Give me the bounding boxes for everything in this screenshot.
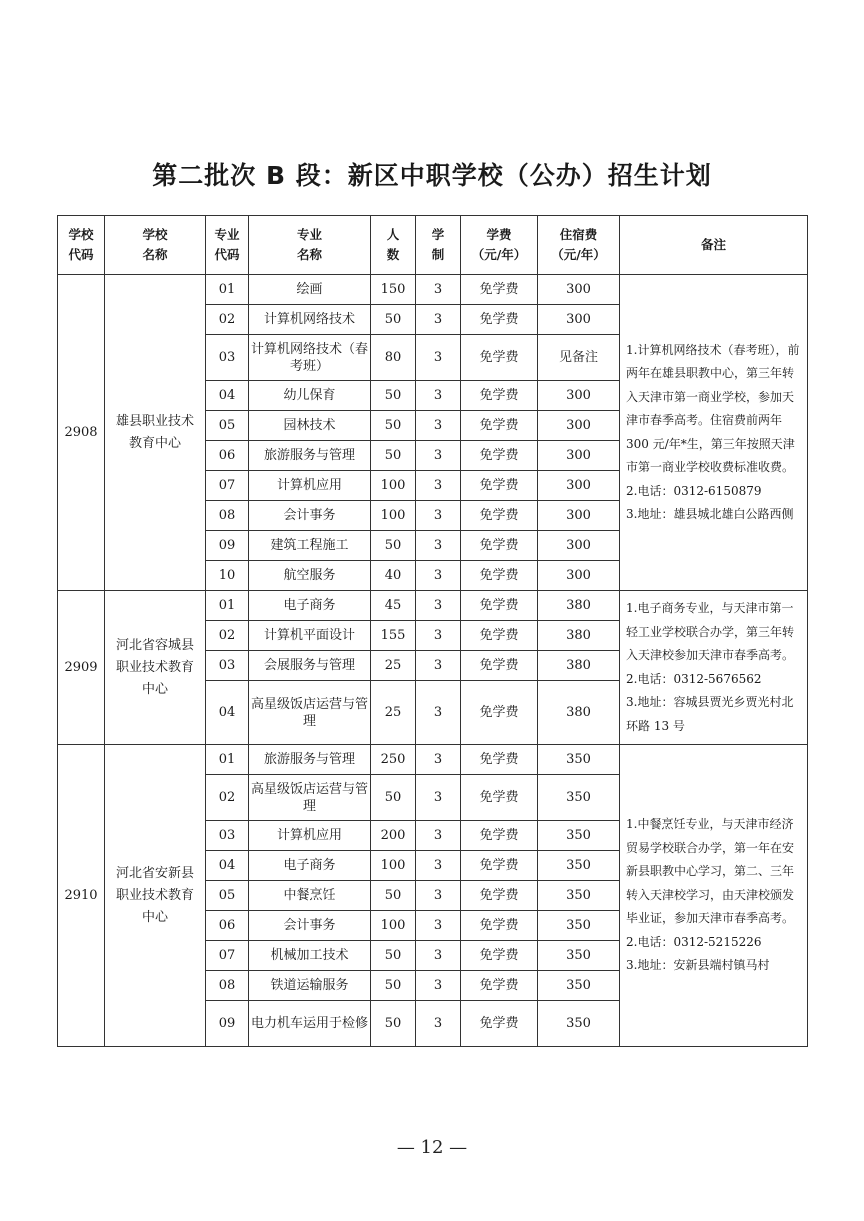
major-code: 05: [206, 411, 249, 441]
duration-years: 3: [416, 381, 461, 411]
tuition-fee: 免学费: [461, 851, 538, 881]
major-code: 07: [206, 471, 249, 501]
major-code: 09: [206, 1001, 249, 1047]
header-duration: 学 制: [416, 216, 461, 275]
header-school-code: 学校 代码: [58, 216, 105, 275]
school-name: 河北省容城县职业技术教育中心: [105, 591, 206, 745]
major-code: 01: [206, 275, 249, 305]
enrollment-count: 25: [371, 651, 416, 681]
tuition-fee: 免学费: [461, 745, 538, 775]
major-code: 02: [206, 775, 249, 821]
major-name: 会计事务: [249, 911, 371, 941]
duration-years: 3: [416, 501, 461, 531]
enrollment-count: 80: [371, 335, 416, 381]
enrollment-count: 100: [371, 911, 416, 941]
duration-years: 3: [416, 775, 461, 821]
dorm-fee: 350: [538, 745, 620, 775]
dorm-fee: 300: [538, 561, 620, 591]
major-code: 05: [206, 881, 249, 911]
duration-years: 3: [416, 851, 461, 881]
tuition-fee: 免学费: [461, 531, 538, 561]
table-row: [58, 275, 808, 305]
enrollment-count: 25: [371, 681, 416, 745]
dorm-fee: 350: [538, 775, 620, 821]
major-name: 绘画: [249, 275, 371, 305]
duration-years: 3: [416, 531, 461, 561]
enrollment-count: 50: [371, 441, 416, 471]
dorm-fee: 350: [538, 911, 620, 941]
major-code: 04: [206, 681, 249, 745]
dorm-fee: 300: [538, 381, 620, 411]
major-name: 高星级饭店运营与管理: [249, 681, 371, 745]
major-name: 会展服务与管理: [249, 651, 371, 681]
remarks-note: 1.中餐烹饪专业，与天津市经济贸易学校联合办学，第一年在安新县职教中心学习，第二、三年转入天津校学习，由天津校颁发毕业证，参加天津市春季高考。 2.电话：0312-5215226 3.地址：安新县端村镇马村: [620, 745, 808, 1047]
enrollment-count: 50: [371, 881, 416, 911]
major-code: 01: [206, 745, 249, 775]
major-name: 旅游服务与管理: [249, 745, 371, 775]
school-name: 河北省安新县职业技术教育中心: [105, 745, 206, 1047]
major-name: 铁道运输服务: [249, 971, 371, 1001]
enrollment-count: 150: [371, 275, 416, 305]
tuition-fee: 免学费: [461, 881, 538, 911]
enrollment-count: 50: [371, 971, 416, 1001]
duration-years: 3: [416, 881, 461, 911]
enrollment-count: 50: [371, 381, 416, 411]
major-name: 幼儿保育: [249, 381, 371, 411]
dorm-fee: 350: [538, 971, 620, 1001]
page-number: — 12 —: [396, 1137, 468, 1158]
tuition-fee: 免学费: [461, 275, 538, 305]
enrollment-count: 100: [371, 851, 416, 881]
dorm-fee: 300: [538, 275, 620, 305]
tuition-fee: 免学费: [461, 821, 538, 851]
enrollment-count: 50: [371, 1001, 416, 1047]
enrollment-count: 45: [371, 591, 416, 621]
major-code: 09: [206, 531, 249, 561]
major-code: 01: [206, 591, 249, 621]
enrollment-count: 50: [371, 305, 416, 335]
major-name: 计算机网络技术: [249, 305, 371, 335]
tuition-fee: 免学费: [461, 911, 538, 941]
enrollment-count: 100: [371, 471, 416, 501]
major-name: 航空服务: [249, 561, 371, 591]
tuition-fee: 免学费: [461, 971, 538, 1001]
header-major-name: 专业 名称: [249, 216, 371, 275]
dorm-fee: 300: [538, 305, 620, 335]
dorm-fee: 300: [538, 501, 620, 531]
duration-years: 3: [416, 821, 461, 851]
dorm-fee: 380: [538, 591, 620, 621]
dorm-fee: 380: [538, 651, 620, 681]
major-name: 计算机平面设计: [249, 621, 371, 651]
tuition-fee: 免学费: [461, 775, 538, 821]
duration-years: 3: [416, 621, 461, 651]
tuition-fee: 免学费: [461, 561, 538, 591]
major-code: 04: [206, 851, 249, 881]
major-code: 07: [206, 941, 249, 971]
school-code: 2908: [58, 275, 105, 591]
dorm-fee: 380: [538, 621, 620, 651]
dorm-fee: 380: [538, 681, 620, 745]
tuition-fee: 免学费: [461, 441, 538, 471]
major-name: 旅游服务与管理: [249, 441, 371, 471]
enrollment-count: 50: [371, 775, 416, 821]
school-code: 2909: [58, 591, 105, 745]
tuition-fee: 免学费: [461, 411, 538, 441]
major-code: 04: [206, 381, 249, 411]
major-code: 06: [206, 911, 249, 941]
major-name: 计算机应用: [249, 471, 371, 501]
dorm-fee: 300: [538, 441, 620, 471]
school-name: 雄县职业技术教育中心: [105, 275, 206, 591]
remarks-note: 1.计算机网络技术（春考班），前两年在雄县职教中心，第三年转入天津市第一商业学校，参加天津市春季高考。住宿费前两年 300 元/年*生，第三年按照天津市第一商业学校收费标准收费。 2.电话：0312-6150879 3.地址：雄县城北雄白公路西侧: [620, 275, 808, 591]
dorm-fee: 350: [538, 881, 620, 911]
dorm-fee: 300: [538, 411, 620, 441]
major-code: 03: [206, 335, 249, 381]
tuition-fee: 免学费: [461, 305, 538, 335]
tuition-fee: 免学费: [461, 1001, 538, 1047]
major-name: 高星级饭店运营与管理: [249, 775, 371, 821]
dorm-fee: 350: [538, 1001, 620, 1047]
enrollment-count: 40: [371, 561, 416, 591]
major-name: 电子商务: [249, 591, 371, 621]
tuition-fee: 免学费: [461, 681, 538, 745]
header-major-code: 专业 代码: [206, 216, 249, 275]
major-code: 06: [206, 441, 249, 471]
major-code: 03: [206, 821, 249, 851]
header-school-name: 学校 名称: [105, 216, 206, 275]
tuition-fee: 免学费: [461, 381, 538, 411]
major-name: 中餐烹饪: [249, 881, 371, 911]
page-title: 第二批次 B 段：新区中职学校（公办）招生计划: [152, 161, 712, 190]
enrollment-count: 50: [371, 941, 416, 971]
major-code: 02: [206, 621, 249, 651]
major-code: 02: [206, 305, 249, 335]
tuition-fee: 免学费: [461, 471, 538, 501]
header-dorm-fee: 住宿费 （元/年）: [538, 216, 620, 275]
duration-years: 3: [416, 335, 461, 381]
major-code: 10: [206, 561, 249, 591]
enrollment-count: 250: [371, 745, 416, 775]
duration-years: 3: [416, 745, 461, 775]
table-row: [58, 591, 808, 621]
duration-years: 3: [416, 681, 461, 745]
remarks-note: 1.电子商务专业，与天津市第一轻工业学校联合办学，第三年转入天津校参加天津市春季高考。 2.电话：0312-5676562 3.地址：容城县贾光乡贾光村北环路 13 号: [620, 591, 808, 745]
duration-years: 3: [416, 471, 461, 501]
table-header-row: [58, 216, 808, 275]
enrollment-count: 50: [371, 531, 416, 561]
tuition-fee: 免学费: [461, 941, 538, 971]
major-name: 机械加工技术: [249, 941, 371, 971]
dorm-fee: 见备注: [538, 335, 620, 381]
dorm-fee: 350: [538, 821, 620, 851]
duration-years: 3: [416, 1001, 461, 1047]
major-code: 08: [206, 501, 249, 531]
school-code: 2910: [58, 745, 105, 1047]
major-name: 计算机网络技术（春考班）: [249, 335, 371, 381]
major-name: 电子商务: [249, 851, 371, 881]
duration-years: 3: [416, 941, 461, 971]
major-name: 建筑工程施工: [249, 531, 371, 561]
enrollment-count: 155: [371, 621, 416, 651]
duration-years: 3: [416, 591, 461, 621]
tuition-fee: 免学费: [461, 501, 538, 531]
enrollment-count: 50: [371, 411, 416, 441]
dorm-fee: 350: [538, 941, 620, 971]
duration-years: 3: [416, 441, 461, 471]
header-count: 人 数: [371, 216, 416, 275]
header-remarks: 备注: [620, 216, 808, 275]
table-body: [58, 275, 808, 1047]
major-name: 计算机应用: [249, 821, 371, 851]
duration-years: 3: [416, 911, 461, 941]
enrollment-count: 200: [371, 821, 416, 851]
tuition-fee: 免学费: [461, 591, 538, 621]
duration-years: 3: [416, 971, 461, 1001]
duration-years: 3: [416, 561, 461, 591]
header-tuition: 学费 （元/年）: [461, 216, 538, 275]
tuition-fee: 免学费: [461, 651, 538, 681]
major-name: 会计事务: [249, 501, 371, 531]
major-name: 电力机车运用于检修: [249, 1001, 371, 1047]
dorm-fee: 300: [538, 531, 620, 561]
major-name: 园林技术: [249, 411, 371, 441]
dorm-fee: 300: [538, 471, 620, 501]
duration-years: 3: [416, 275, 461, 305]
tuition-fee: 免学费: [461, 335, 538, 381]
duration-years: 3: [416, 651, 461, 681]
enrollment-count: 100: [371, 501, 416, 531]
major-code: 08: [206, 971, 249, 1001]
enrollment-plan-table: [57, 215, 808, 1047]
duration-years: 3: [416, 411, 461, 441]
dorm-fee: 350: [538, 851, 620, 881]
table-row: [58, 745, 808, 775]
tuition-fee: 免学费: [461, 621, 538, 651]
major-code: 03: [206, 651, 249, 681]
duration-years: 3: [416, 305, 461, 335]
